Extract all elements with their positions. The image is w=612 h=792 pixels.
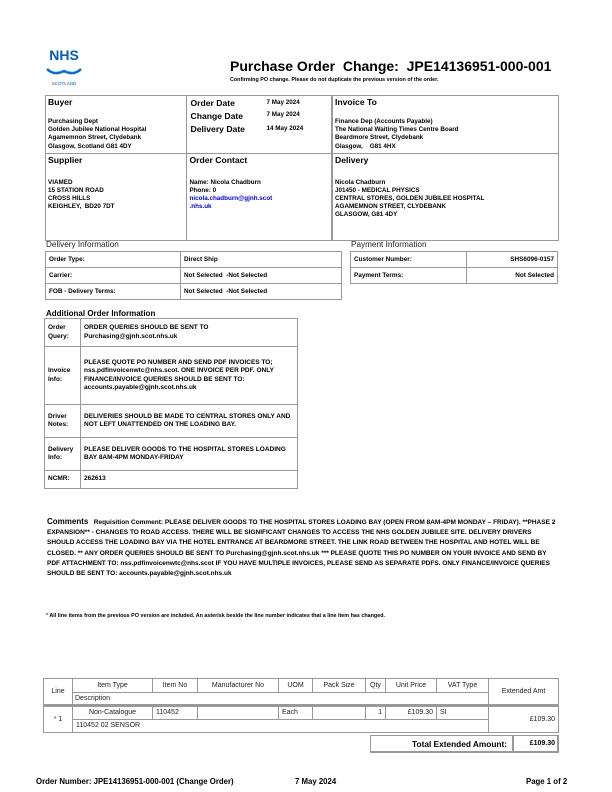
pack-size [313, 706, 366, 720]
delivery-date: 14 May 2024 [266, 125, 304, 132]
invoice-to-box [331, 95, 559, 154]
delivery-date-label: Delivery Date [190, 124, 245, 134]
change-note [46, 613, 385, 619]
table-row [45, 405, 298, 438]
line-number-cell [44, 706, 73, 733]
unit-price: £109.30 [386, 706, 437, 720]
line-number: 1 [58, 716, 63, 723]
table-row [45, 319, 298, 347]
col-line: Line [44, 679, 73, 706]
footer-date: 7 May 2024 [295, 777, 337, 786]
delivery-heading: Delivery [335, 154, 369, 165]
col-unit-price: Unit Price [386, 679, 437, 693]
delivery-line: AGAMEMNON STREET, CLYDEBANK [335, 203, 447, 211]
row-label: Delivery Info: [45, 438, 81, 471]
line-items-table [43, 678, 559, 733]
col-extended-amt: Extended Amt [489, 679, 559, 706]
row-value: PLEASE QUOTE PO NUMBER AND SEND PDF INVOICES TO; nss.pdfinvoicenwtc@nhs.scot. ONE INVOICE PER PDF. ONLY FINANCE/INVOICE QUERIES SHOULD BE SENT TO: accounts.payable@gjnh.scot.nhs.uk [81, 347, 298, 405]
uom: Each [279, 706, 313, 720]
buyer-line: Glasgow, Scotland G81 4DY [48, 142, 132, 150]
col-manufacturer-no: Manufacturer No [198, 679, 279, 693]
row-label: Customer Number: [351, 252, 467, 268]
vat-type: SI [437, 706, 489, 720]
comments-section [47, 517, 557, 579]
buyer-box [45, 95, 187, 154]
row-value: Not Selected -Not Selected [181, 284, 342, 300]
row-value: 262613 [81, 471, 298, 489]
qty: 1 [366, 706, 386, 720]
row-label: Carrier: [46, 268, 181, 284]
delivery-line: GLASGOW, G81 4DY [335, 211, 398, 219]
supplier-heading: Supplier [48, 154, 83, 165]
item-no: 110452 [153, 706, 198, 720]
change-date-label: Change Date [190, 111, 244, 121]
additional-info-heading: Additional Order Information [46, 309, 156, 318]
col-item-no: Item No [153, 679, 198, 693]
row-label: Order Type: [46, 252, 181, 268]
row-value: Not Selected -Not Selected [181, 268, 342, 284]
table-row [46, 252, 342, 268]
invoice-line: Glasgow, G81 4HX [335, 142, 396, 150]
table-row [45, 347, 298, 405]
row-label: Invoice Info: [45, 347, 81, 405]
additional-info-table [44, 318, 298, 489]
total-divider [512, 736, 514, 751]
payment-info-heading: Payment Information [351, 240, 427, 249]
order-date: 7 May 2024 [266, 99, 300, 106]
total-amount: £109.30 [529, 740, 555, 747]
row-label: FOB - Delivery Terms: [46, 284, 181, 300]
delivery-line: Nicola Chadburn [335, 178, 386, 186]
table-row [45, 438, 298, 471]
buyer-heading: Buyer [48, 97, 73, 107]
payment-info-table [350, 251, 558, 284]
invoice-to-heading: Invoice To [335, 97, 377, 107]
invoice-line: Beardmore Street, Clydebank [335, 134, 424, 142]
supplier-line: CROSS HILLS [48, 194, 91, 202]
table-row [46, 284, 342, 300]
header-row [44, 692, 559, 706]
table-row [351, 252, 558, 268]
total-box [370, 735, 559, 753]
invoice-line: The National Waiting Times Centre Board [335, 126, 459, 134]
table-row [44, 719, 559, 733]
item-description: 110452 02 SENSOR [73, 719, 489, 733]
nhs-logo [44, 48, 84, 86]
header-row [44, 679, 559, 693]
buyer-line: Purchasing Dept [48, 118, 99, 125]
delivery-info-table [45, 251, 342, 300]
delivery-line: J01450 - MEDICAL PHYSICS [335, 186, 420, 194]
contact-email-link[interactable]: nicola.chadburn@gjnh.scot [189, 194, 273, 202]
order-contact-box [186, 153, 333, 241]
page-subtitle: Confirming PO change. Please do not duplicate the previous version of the order. [230, 77, 439, 83]
row-value: ORDER QUERIES SHOULD BE SENT TO Purchasing@gjnh.scot.nhs.uk [81, 319, 298, 347]
buyer-line: Golden Jubilee National Hospital [48, 126, 147, 134]
supplier-line: VIAMED [48, 178, 73, 186]
col-uom: UOM [279, 679, 313, 693]
footer-page-number: Page 1 of 2 [526, 777, 568, 786]
order-date-label: Order Date [190, 98, 235, 108]
changed-marker: * [53, 716, 57, 723]
change-date: 7 May 2024 [266, 111, 300, 118]
logo-wave-icon [46, 66, 82, 76]
invoice-line: Finance Dep (Accounts Payable) [335, 118, 433, 125]
page-title: Purchase Order Change: JPE14136951-000-001 [230, 58, 552, 74]
row-label: Driver Notes: [45, 405, 81, 438]
col-pack-size: Pack Size [313, 679, 366, 693]
delivery-line: CENTRAL STORES, GOLDEN JUBILEE HOSPITAL [335, 194, 485, 202]
col-item-type: Item Type [73, 679, 153, 693]
col-qty: Qty [366, 679, 386, 693]
row-label: Order Query: [45, 319, 81, 347]
logo-subtext: SCOTLAND [51, 81, 77, 86]
extended-amt: £109.30 [489, 706, 559, 733]
col-vat-type: VAT Type [437, 679, 489, 693]
row-value: PLEASE DELIVER GOODS TO THE HOSPITAL STORES LOADING BAY 8AM-4PM MONDAY-FRIDAY [81, 438, 298, 471]
row-value: Direct Ship [181, 252, 342, 268]
row-value: DELIVERIES SHOULD BE MADE TO CENTRAL STORES ONLY AND NOT LEFT UNATTENDED ON THE LOADING BAY. [81, 405, 298, 438]
row-value: Not Selected [467, 268, 558, 284]
comments-text: Requisition Comment: PLEASE DELIVER GOODS TO THE HOSPITAL STORES LOADING BAY (OPEN FROM 8AM-4PM MONDAY – FRIDAY). **PHASE 2 EXPANSION** - CHANGES TO ROAD ACCESS. THERE WILL BE SIGNIFICANT CHANGES TO ACCESS THE NHS GOLDEN JUBILEE SITE. DELIVERY DRIVERS SHOULD ACCESS THE LOADING BAY VIA THE HOTEL ENTRANCE AT BEARDMORE STREET. THE LINK ROAD BETWEEN THE HOSPITAL AND HOTEL WILL BE CLOSED. ** ANY ORDER QUERIES SHOULD BE SENT TO Purchasing@gjnh.scot.nhs.uk *** PLEASE QUOTE THIS PO NUMBER ON YOUR INVOICE AND SEND BY PDF ATTACHMENT TO: nss.pdfinvoicenwtc@nhs.scot IF YOU HAVE MULTIPLE INVOICES, PLEASE SEND AS SEPARATE PDFS. ONLY FINANCE/INVOICE QUERIES SHOULD BE SENT TO: accounts.payable@gjnh.scot.nhs.uk [47, 519, 556, 578]
logo-text: NHS [49, 47, 79, 63]
delivery-box [331, 153, 559, 241]
table-row [44, 706, 559, 720]
buyer-line: Agamemnon Street, Clydebank [48, 134, 142, 142]
manufacturer-no [198, 706, 279, 720]
contact-phone: Phone: 0 [189, 186, 217, 194]
dates-box [186, 95, 333, 154]
comments-label: Comments [47, 517, 89, 526]
asterisk-marker: * [46, 613, 49, 619]
table-row [46, 268, 342, 284]
table-row [45, 471, 298, 489]
contact-heading: Order Contact [189, 154, 248, 165]
row-value: SHS6096-0157 [467, 252, 558, 268]
supplier-box [45, 153, 187, 241]
contact-name: Name: Nicola Chadburn [189, 178, 261, 186]
supplier-line: 15 STATION ROAD [48, 186, 104, 194]
delivery-info-heading: Delivery Information [46, 240, 119, 249]
item-type: Non-Catalogue [73, 706, 153, 720]
row-label: NCMR: [45, 471, 81, 489]
change-note-text: All line items from the previous PO version are included. An asterisk beside the line number indicates that a line item has changed. [48, 613, 386, 619]
col-description: Description [73, 692, 489, 706]
footer-order-number: Order Number: JPE14136951-000-001 (Change Order) [36, 777, 234, 786]
contact-email-link-cont[interactable]: .nhs.uk [189, 203, 212, 211]
supplier-line: KEIGHLEY, BD20 7DT [48, 203, 115, 211]
total-label: Total Extended Amount: [412, 739, 507, 749]
row-label: Payment Terms: [351, 268, 467, 284]
table-row [351, 268, 558, 284]
